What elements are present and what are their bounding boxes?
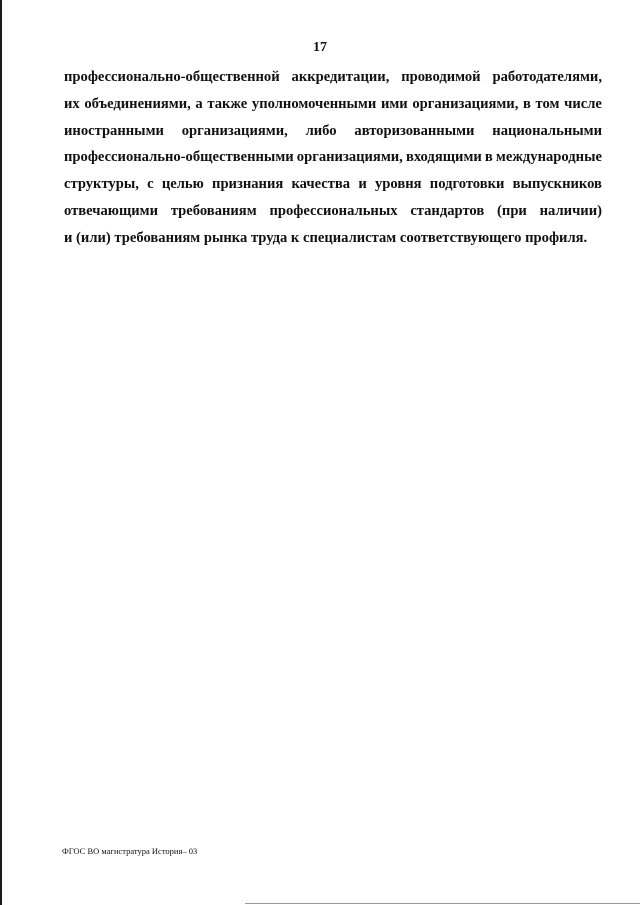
text-word: уполномоченными	[251, 95, 377, 112]
text-word: авторизованными	[354, 122, 475, 139]
text-word: с	[147, 176, 154, 193]
text-word: числе	[564, 95, 602, 112]
text-word: организациями,	[412, 95, 519, 112]
footer-note: ФГОС ВО магистратура История– 03	[62, 846, 198, 856]
text-word: а	[195, 95, 203, 112]
text-line	[64, 64, 602, 91]
text-line	[64, 171, 602, 198]
text-word: наличии)	[539, 202, 602, 219]
text-word: проводимой	[401, 69, 481, 85]
body-paragraph	[64, 64, 602, 252]
text-word: (при	[497, 202, 527, 219]
text-word: в	[484, 149, 493, 166]
text-word: международные	[495, 149, 602, 166]
text-word: целью	[161, 176, 204, 193]
text-word: том	[535, 95, 560, 112]
page-number: 17	[313, 40, 327, 55]
text-word: выпускников	[512, 176, 602, 193]
text-line	[64, 225, 602, 252]
text-word: требованиям	[170, 202, 257, 219]
text-word: профессионально-общественными	[64, 149, 294, 166]
text-word: их	[64, 95, 80, 112]
text-word: ими	[380, 95, 408, 112]
text-word: и (или) требованиям рынка труда к специалистам соответствующего профиля.	[64, 229, 588, 246]
text-word: уровня	[375, 176, 422, 193]
text-word: и	[358, 176, 367, 193]
text-word: стандартов	[410, 202, 485, 219]
text-line	[64, 144, 602, 171]
text-word: объединениями,	[84, 95, 191, 112]
scan-edge-bottom	[245, 903, 640, 904]
text-word: профессионально-общественной	[64, 69, 280, 85]
text-word: структуры,	[64, 176, 139, 193]
text-line	[64, 118, 602, 145]
text-word: работодателями,	[492, 69, 602, 85]
text-word: также	[207, 95, 248, 112]
text-line	[64, 198, 602, 225]
text-word: отвечающими	[64, 202, 159, 219]
text-word: входящими	[405, 149, 482, 166]
text-word: организациями,	[296, 149, 403, 166]
text-word: либо	[305, 122, 337, 139]
scan-edge-left	[0, 0, 2, 905]
text-line	[64, 91, 602, 118]
text-word: аккредитации,	[291, 69, 390, 85]
text-word: профессиональных	[269, 202, 398, 219]
text-word: в	[523, 95, 531, 112]
text-word: подготовки	[429, 176, 505, 193]
text-word: признания	[212, 176, 284, 193]
text-word: качества	[291, 176, 351, 193]
text-word: национальными	[492, 122, 602, 139]
text-word: организациями,	[181, 122, 288, 139]
text-word: иностранными	[64, 122, 164, 139]
